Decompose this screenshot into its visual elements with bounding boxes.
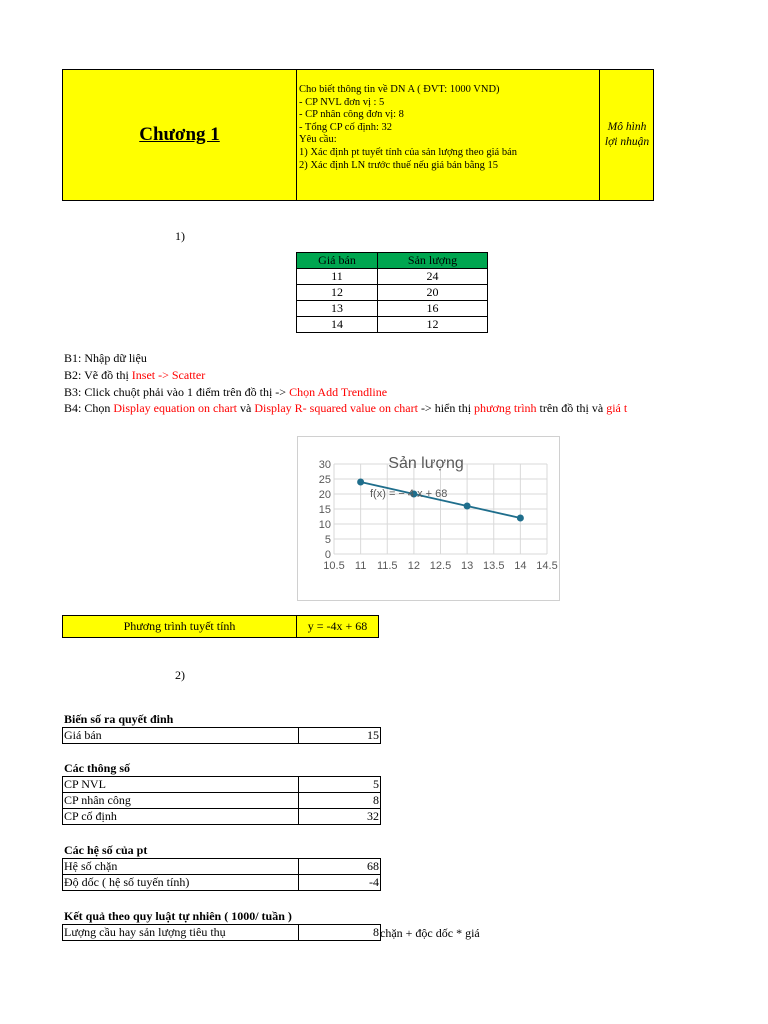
step-4-highlight: giá t [606,401,628,415]
info-line: Cho biết thông tin về DN A ( ĐVT: 1000 VND) [299,84,500,95]
param-value[interactable]: 32 [299,809,381,825]
param-label[interactable]: Giá bán [63,728,299,744]
x-tick-label: 14.5 [536,560,558,572]
step-4-text: và [236,401,255,415]
step-2 [64,368,205,383]
y-tick-label: 0 [324,549,331,561]
x-tick-label: 12 [407,560,420,572]
table-row [297,317,488,333]
table-row [63,777,381,793]
step-3-highlight: Chọn Add Trendline [289,385,388,399]
step-4-text: trên đồ thị và [536,401,607,415]
problem-info-cell[interactable] [297,70,600,200]
formula-note: chặn + độc dốc * giá [380,926,480,940]
model-label-line: lợi nhuận [604,136,650,148]
cell-quantity[interactable]: 24 [378,269,488,285]
table-row [63,809,381,825]
step-3 [64,385,387,400]
y-tick-label: 20 [318,489,331,501]
x-tick-label: 11.5 [376,560,398,572]
table-row [63,793,381,809]
price-quantity-table [296,252,488,333]
cell-quantity[interactable]: 20 [378,285,488,301]
coeffs-table [62,858,381,891]
table-row [63,859,381,875]
y-tick-label: 10 [318,519,331,531]
param-value[interactable]: 68 [299,859,381,875]
param-value[interactable]: 5 [299,777,381,793]
step-1: B1: Nhập dữ liệu [64,351,147,365]
param-label[interactable]: Hệ số chặn [63,859,299,875]
param-label[interactable]: Độ dốc ( hệ số tuyến tính) [63,875,299,891]
table-row [63,875,381,891]
x-tick-label: 13 [461,560,474,572]
info-line: - Tổng CP cố định: 32 [299,121,393,133]
param-label[interactable]: Lượng cầu hay sản lượng tiêu thụ [63,925,299,941]
chart-grid [334,464,547,554]
data-point [464,503,471,510]
decision-var-table [62,727,381,744]
y-tick-label: 5 [324,534,331,546]
chapter-title: Chương 1 [139,124,220,145]
equation-value-cell[interactable] [296,615,379,638]
x-tick-label: 12.5 [429,560,452,572]
info-line: - CP NVL đơn vị : 5 [299,96,385,108]
cell-price[interactable]: 13 [297,301,378,317]
decision-var-title: Biến số ra quyết đinh [64,712,174,726]
step-2-highlight: Inset -> Scatter [131,368,206,382]
y-tick-label: 30 [318,459,331,471]
table-row [63,728,381,744]
cell-quantity[interactable]: 12 [378,317,488,333]
param-value[interactable]: 8 [299,925,381,941]
scatter-chart[interactable] [297,436,560,601]
step-4-text: B4: Chọn [64,401,114,415]
info-line: Yêu cầu: [299,134,337,146]
x-tick-label: 10.5 [323,560,345,572]
param-label[interactable]: CP nhân công [63,793,299,809]
step-4-highlight: phương trình [474,401,537,415]
x-tick-label: 11 [354,560,367,572]
header-block [62,69,654,201]
table-header-row [297,253,488,269]
params-table [62,776,381,825]
coeffs-title: Các hệ số của pt [64,843,148,857]
cell-quantity[interactable]: 16 [378,301,488,317]
cell-price[interactable]: 11 [297,269,378,285]
step-4-text: -> hiển thị [417,401,475,415]
param-value[interactable]: 15 [299,728,381,744]
table-row [63,925,381,941]
chapter-title-cell[interactable] [63,70,297,200]
equation-value: y = -4x + 68 [307,619,368,633]
param-value[interactable]: 8 [299,793,381,809]
info-line: - CP nhân công đơn vị: 8 [299,109,404,121]
step-2-text: B2: Vẽ đồ thị [64,368,132,382]
trendline-equation-label: f(x) = − 4 x + 68 [370,488,448,500]
equation-label: Phương trình tuyết tính [123,619,236,633]
step-3-text: B3: Click chuột phải vào 1 điểm trên đồ thị -> [64,385,290,399]
param-label[interactable]: CP cố định [63,809,299,825]
model-label-cell[interactable] [600,70,654,200]
data-point [357,479,364,486]
step-4-highlight: Display equation on chart [113,401,237,415]
y-tick-label: 15 [318,504,331,516]
param-value[interactable]: -4 [299,875,381,891]
step-4-highlight: Display R- squared value on chart [254,401,418,415]
table-row [297,285,488,301]
params-title: Các thông số [64,761,131,775]
header-price[interactable]: Giá bán [297,253,378,269]
cell-price[interactable]: 14 [297,317,378,333]
part1-label: 1) [175,229,185,243]
param-label[interactable]: CP NVL [63,777,299,793]
equation-label-cell[interactable] [62,615,297,638]
info-line: 2) Xác định LN trước thuế nếu giá bán bằng 15 [299,159,499,171]
cell-price[interactable]: 12 [297,285,378,301]
header-quantity[interactable]: Sản lượng [378,253,488,269]
y-tick-label: 25 [318,474,331,486]
part2-label: 2) [175,668,185,682]
result-table [62,924,381,941]
x-tick-label: 14 [514,560,527,572]
x-tick-label: 13.5 [483,560,505,572]
model-label-line: Mô hình [607,121,647,133]
table-row [297,301,488,317]
data-point [517,515,524,522]
table-row [297,269,488,285]
step-4 [64,401,627,416]
chart-canvas [298,437,561,602]
result-title: Kết quả theo quy luật tự nhiên ( 1000/ tuần ) [64,909,292,923]
chart-title: Sản lượng [388,455,464,472]
info-line: 1) Xác định pt tuyết tính của sản lượng theo giá bán [299,146,517,158]
